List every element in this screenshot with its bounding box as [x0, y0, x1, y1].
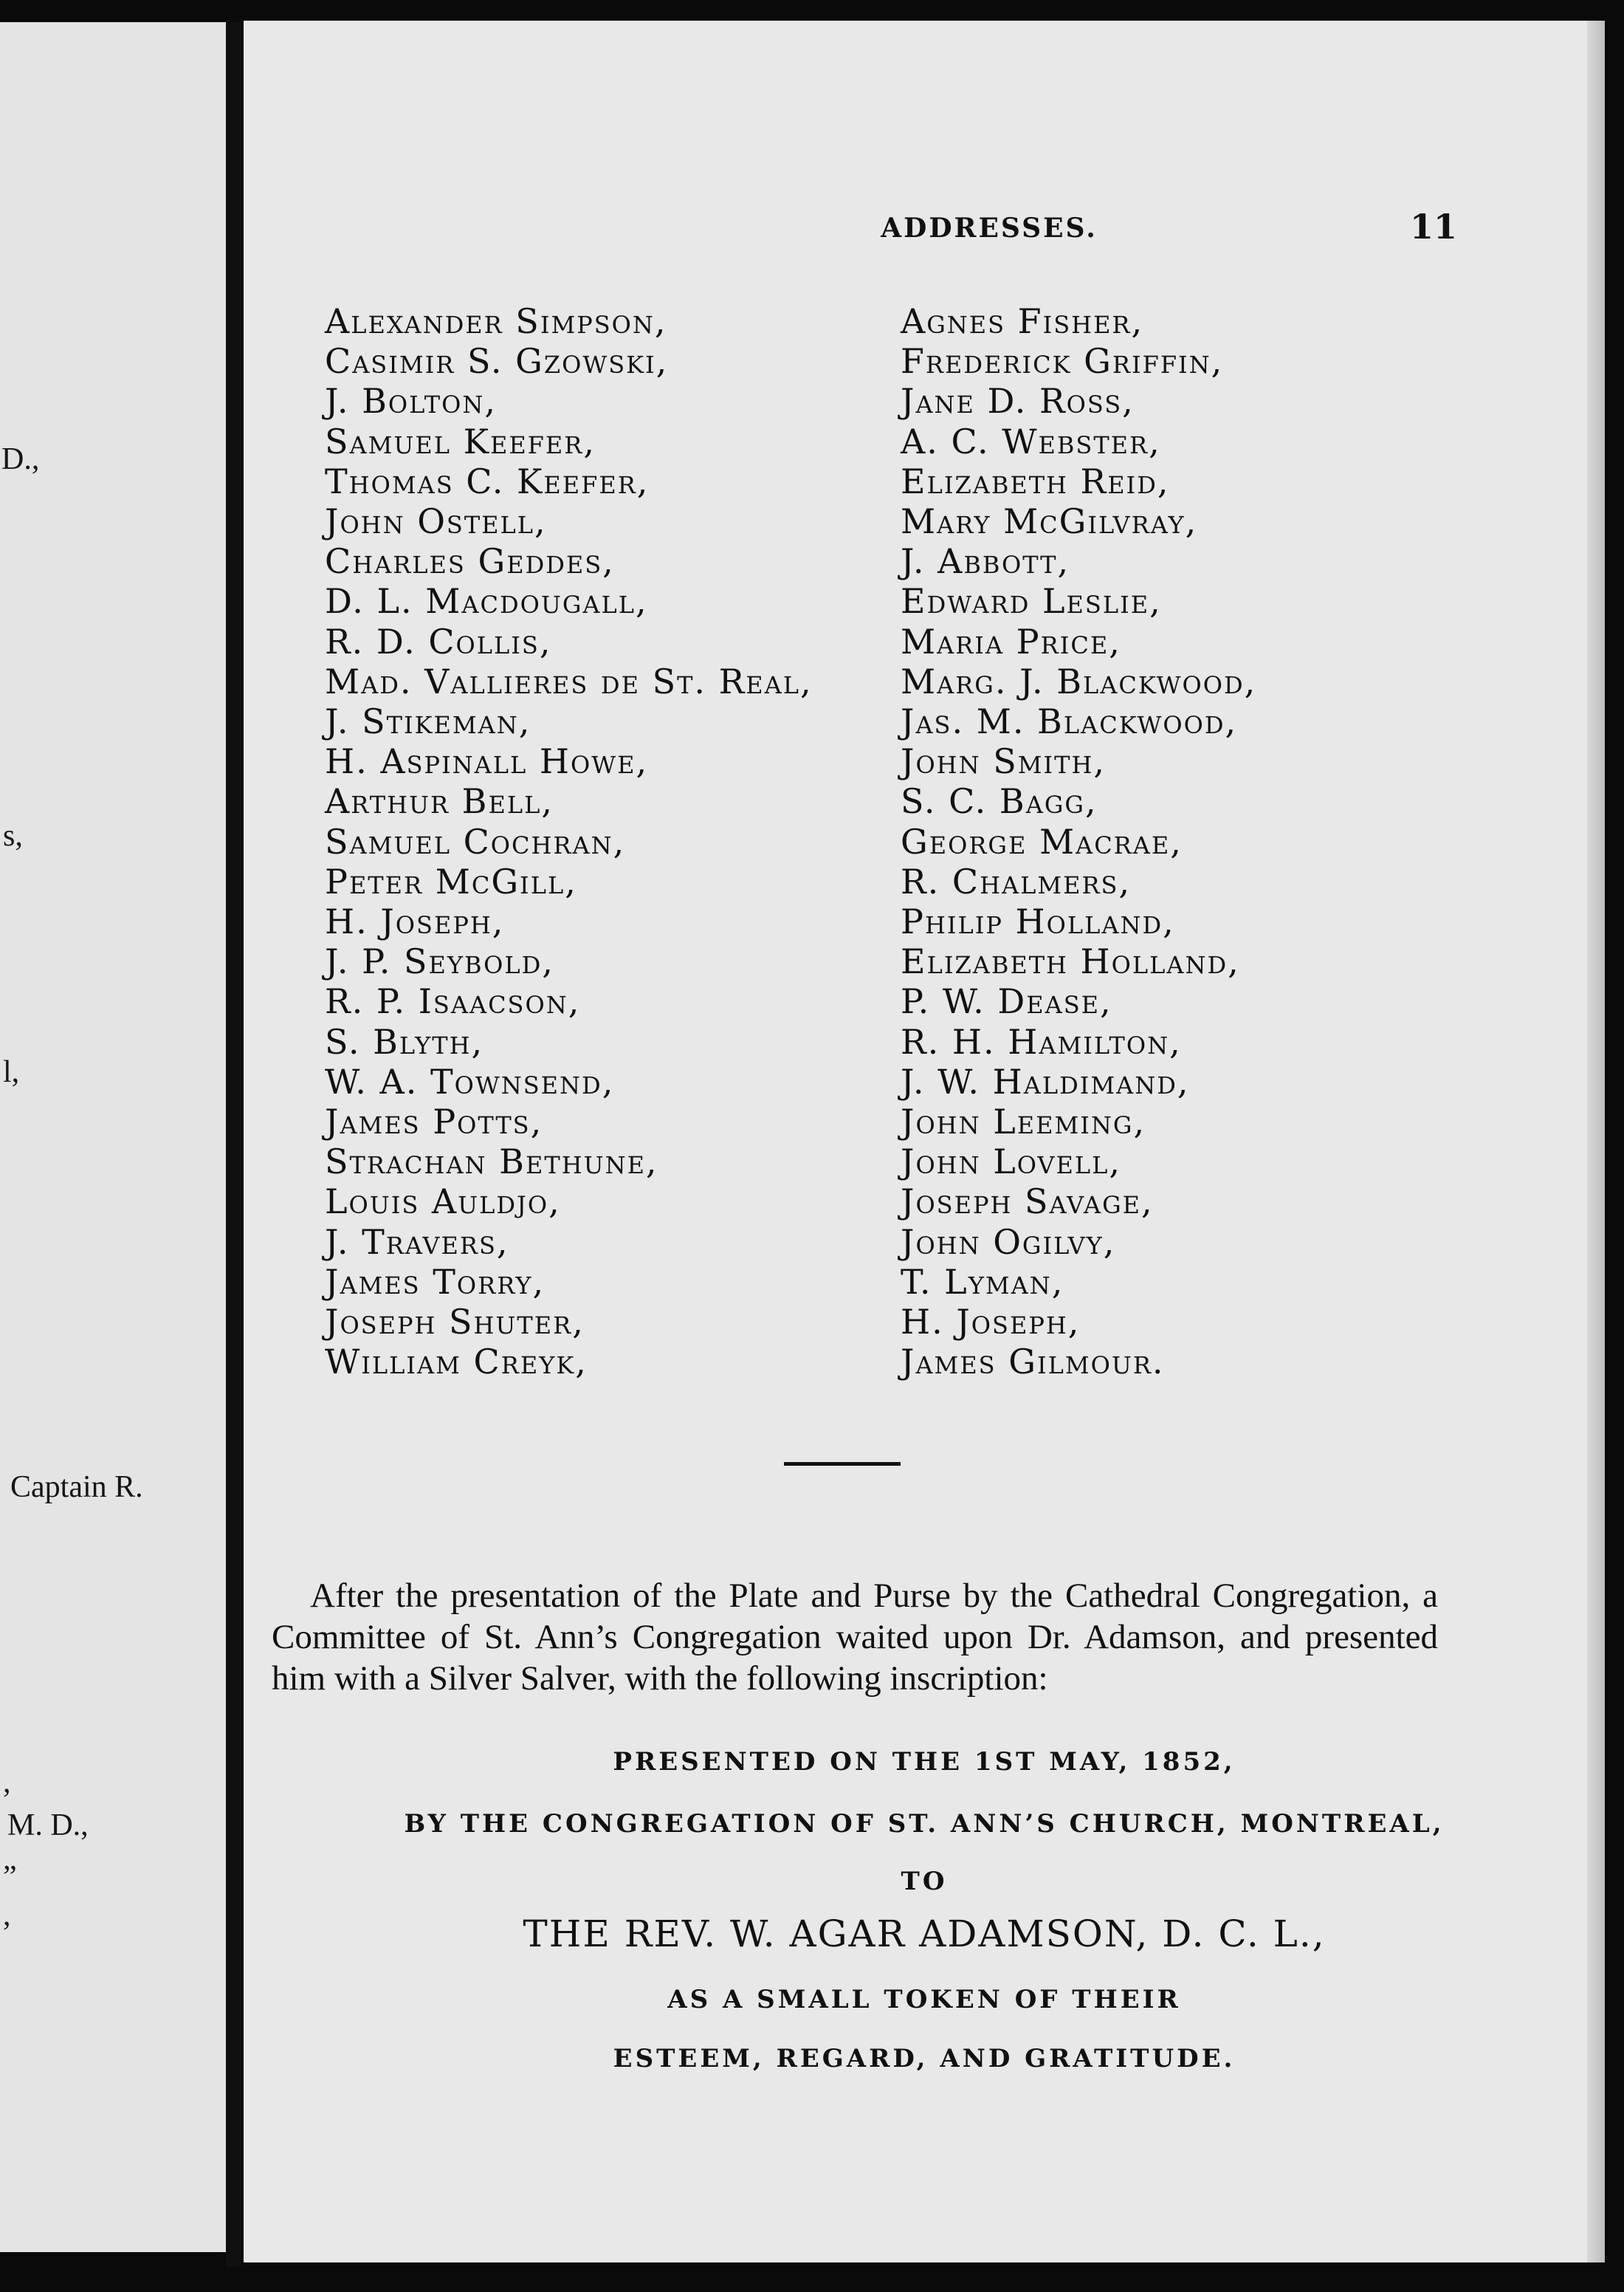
signatory-name: Peter McGill,: [325, 861, 577, 902]
facing-page-fragment: [0, 22, 230, 2252]
signatory-name: Edward Leslie,: [901, 581, 1162, 622]
signatory-name: Agnes Fisher,: [901, 301, 1144, 341]
facing-text-fragment: ”: [3, 1860, 17, 1894]
inscription-line: AS A SMALL TOKEN OF THEIR: [667, 1985, 1181, 2014]
signatory-name: Marg. J. Blackwood,: [901, 661, 1257, 701]
signatory-name: Elizabeth Reid,: [901, 461, 1170, 501]
signatory-name: Philip Holland,: [901, 902, 1175, 942]
signatory-name: J. Stikeman,: [325, 701, 531, 742]
signatory-name: James Potts,: [325, 1102, 543, 1142]
inscription-line: BY THE CONGREGATION OF ST. ANN’S CHURCH, MONTREAL,: [404, 1809, 1445, 1839]
signatory-name: H. Joseph,: [325, 902, 505, 942]
facing-text-fragment: D.,: [1, 442, 40, 476]
signatory-name: Mad. Vallieres de St. Real,: [325, 661, 813, 701]
signatory-name: S. Blyth,: [325, 1021, 484, 1062]
facing-text-fragment: ,: [3, 1766, 11, 1799]
signatory-name: Casimir S. Gzowski,: [325, 341, 669, 382]
signatory-name: Jane D. Ross,: [901, 381, 1135, 422]
signatory-name: John Smith,: [901, 741, 1106, 782]
signatory-name: R. H. Hamilton,: [901, 1021, 1182, 1062]
signatory-name: H. Aspinall Howe,: [325, 741, 649, 782]
section-rule: [784, 1462, 901, 1466]
signatory-name: John Leeming,: [901, 1102, 1146, 1142]
signatory-name: James Torry,: [325, 1261, 546, 1302]
signatory-name: Arthur Bell,: [325, 781, 554, 822]
inscription-line: TO: [901, 1867, 948, 1896]
signatory-name: S. C. Bagg,: [901, 781, 1098, 822]
signatory-name: Mary McGilvray,: [901, 501, 1198, 542]
signatory-name: T. Lyman,: [901, 1261, 1064, 1302]
signatory-name: R. D. Collis,: [325, 621, 552, 662]
signatory-name: J. Abbott,: [901, 541, 1070, 582]
names-column-right: [901, 301, 1256, 1382]
book-page: [244, 21, 1605, 2262]
signatory-name: James Gilmour.: [901, 1342, 1165, 1382]
book-gutter: [226, 22, 241, 2267]
signatory-name: Alexander Simpson,: [325, 301, 667, 341]
inscription-title: THE REV. W. AGAR ADAMSON, D. C. L.,: [523, 1912, 1326, 1955]
signatory-name: J. Travers,: [325, 1221, 509, 1262]
signatory-name: Joseph Savage,: [901, 1181, 1154, 1222]
signatory-name: J. W. Haldimand,: [901, 1061, 1190, 1102]
running-head: [244, 213, 1605, 244]
signatory-name: Joseph Shuter,: [325, 1302, 585, 1342]
signatory-name: Maria Price,: [901, 621, 1121, 662]
signatory-name: George Macrae,: [901, 821, 1183, 862]
signatory-name: J. Bolton,: [325, 381, 497, 422]
facing-text-fragment: ,: [3, 1898, 11, 1932]
signatory-name: D. L. Macdougall,: [325, 581, 648, 622]
signatory-name: John Ostell,: [325, 501, 547, 542]
signatory-name: R. Chalmers,: [901, 861, 1132, 902]
signatory-name: Samuel Keefer,: [325, 421, 596, 462]
signatory-name: William Creyk,: [325, 1342, 588, 1382]
names-column-left: [325, 301, 813, 1382]
signatory-name: H. Joseph,: [901, 1302, 1081, 1342]
signatory-name: A. C. Webster,: [901, 421, 1161, 462]
signatory-name: Frederick Griffin,: [901, 341, 1224, 382]
inscription-line: PRESENTED ON THE 1ST MAY, 1852,: [613, 1747, 1236, 1777]
signatory-name: Thomas C. Keefer,: [325, 461, 650, 501]
facing-text-fragment: s,: [3, 819, 23, 853]
signatory-name: Charles Geddes,: [325, 541, 615, 582]
signatory-name: R. P. Isaacson,: [325, 981, 581, 1022]
signatory-name: John Lovell,: [901, 1142, 1122, 1182]
signatory-name: Strachan Bethune,: [325, 1142, 658, 1182]
signatory-name: P. W. Dease,: [901, 981, 1112, 1022]
signatory-name: Samuel Cochran,: [325, 821, 626, 862]
signatory-name: J. P. Seybold,: [325, 941, 554, 982]
signatory-name: John Ogilvy,: [901, 1221, 1116, 1262]
page-number: 11: [1410, 207, 1458, 247]
facing-text-fragment: l,: [3, 1055, 20, 1089]
inscription-line: ESTEEM, REGARD, AND GRATITUDE.: [613, 2044, 1236, 2073]
signatory-name: Jas. M. Blackwood,: [901, 701, 1238, 742]
facing-text-fragment: M. D.,: [7, 1808, 89, 1842]
body-paragraph: After the presentation of the Plate and Purse by the Cathedral Congregation, a Committee of St. Ann’s Congregation waited upon Dr. Adamson, and presented him with a Silver Salver, with the following inscription:: [272, 1576, 1438, 1698]
signatory-name: W. A. Townsend,: [325, 1061, 615, 1102]
signatory-name: Louis Auldjo,: [325, 1181, 561, 1222]
running-head-text: ADDRESSES.: [881, 213, 1098, 244]
signatory-name: Elizabeth Holland,: [901, 941, 1240, 982]
facing-text-fragment: Captain R.: [10, 1470, 143, 1504]
